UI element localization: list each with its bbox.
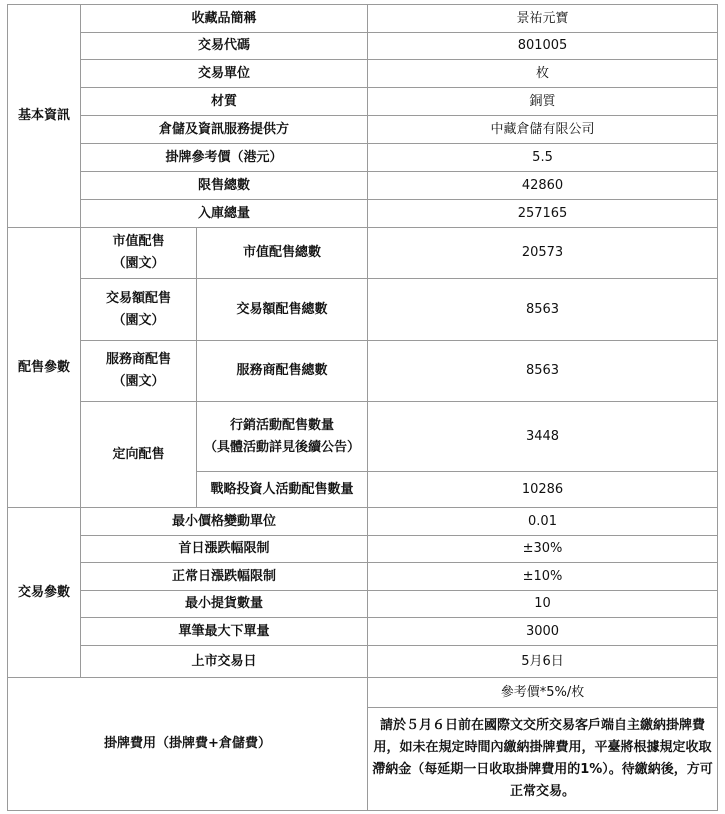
row-value: 枚 [368,60,718,88]
fee-label: 掛牌費用（掛牌費+倉儲費） [8,678,368,811]
table-row [8,144,718,172]
row-label: 戰略投資人活動配售數量 [197,472,368,508]
table-row [8,563,718,591]
table-row [8,172,718,200]
row-value: 銅質 [368,88,718,116]
row-label: 服務商配售總數 [197,341,368,402]
row-label: 限售總數 [81,172,368,200]
row-value: 8563 [368,279,718,341]
row-label: 最小價格變動單位 [81,508,368,536]
table-row [8,341,718,402]
row-label: 收藏品簡稱 [81,5,368,33]
allocation-group-market: 市值配售 （園文） [81,228,197,279]
table-row [8,618,718,646]
table-row [8,60,718,88]
row-value: ±30% [368,536,718,563]
row-value: 257165 [368,200,718,228]
allocation-group-trade-volume: 交易額配售 （園文） [81,279,197,341]
row-value: 5月6日 [368,646,718,678]
allocation-group-directed: 定向配售 [81,402,197,508]
row-value: 景祐元寶 [368,5,718,33]
row-value: 801005 [368,33,718,60]
row-label: 市值配售總數 [197,228,368,279]
row-value: 中藏倉儲有限公司 [368,116,718,144]
allocation-group-broker: 服務商配售 （園文） [81,341,197,402]
row-label: 行銷活動配售數量 （具體活動詳見後續公告） [197,402,368,472]
row-label: 正常日漲跌幅限制 [81,563,368,591]
fee-payment-note: 請於５月６日前在國際文交所交易客戶端自主繳納掛牌費用，如未在規定時間內繳納掛牌費用，平臺將根據規定收取滯納金（每延期一日收取掛牌費用的1%）。待繳納後，方可正常交易。 [368,708,718,811]
row-value: 10286 [368,472,718,508]
row-label: 首日漲跌幅限制 [81,536,368,563]
listing-spec-table [7,4,718,811]
row-label: 最小提貨數量 [81,591,368,618]
row-value: 3000 [368,618,718,646]
row-value: 3448 [368,402,718,472]
row-value: 42860 [368,172,718,200]
row-label: 交易額配售總數 [197,279,368,341]
row-value: 0.01 [368,508,718,536]
section-allocation: 配售參數 [8,228,81,508]
table-row [8,33,718,60]
table-row [8,200,718,228]
row-label: 掛牌參考價（港元） [81,144,368,172]
table-row [8,402,718,472]
table-row [8,536,718,563]
row-label: 入庫總量 [81,200,368,228]
row-value: 5.5 [368,144,718,172]
fee-rate: 參考價*5%/枚 [368,678,718,708]
row-label: 倉儲及資訊服務提供方 [81,116,368,144]
section-basic-info: 基本資訊 [8,5,81,228]
table-row [8,678,718,708]
table-row [8,508,718,536]
row-value: 8563 [368,341,718,402]
row-label: 交易代碼 [81,33,368,60]
row-label: 材質 [81,88,368,116]
row-value: 20573 [368,228,718,279]
row-value: 10 [368,591,718,618]
table-row [8,5,718,33]
row-label: 單筆最大下單量 [81,618,368,646]
table-row [8,279,718,341]
table-row [8,116,718,144]
table-row [8,228,718,279]
table-row [8,591,718,618]
row-value: ±10% [368,563,718,591]
table-row [8,88,718,116]
section-trading: 交易參數 [8,508,81,678]
row-label: 上市交易日 [81,646,368,678]
table-row [8,646,718,678]
row-label: 交易單位 [81,60,368,88]
